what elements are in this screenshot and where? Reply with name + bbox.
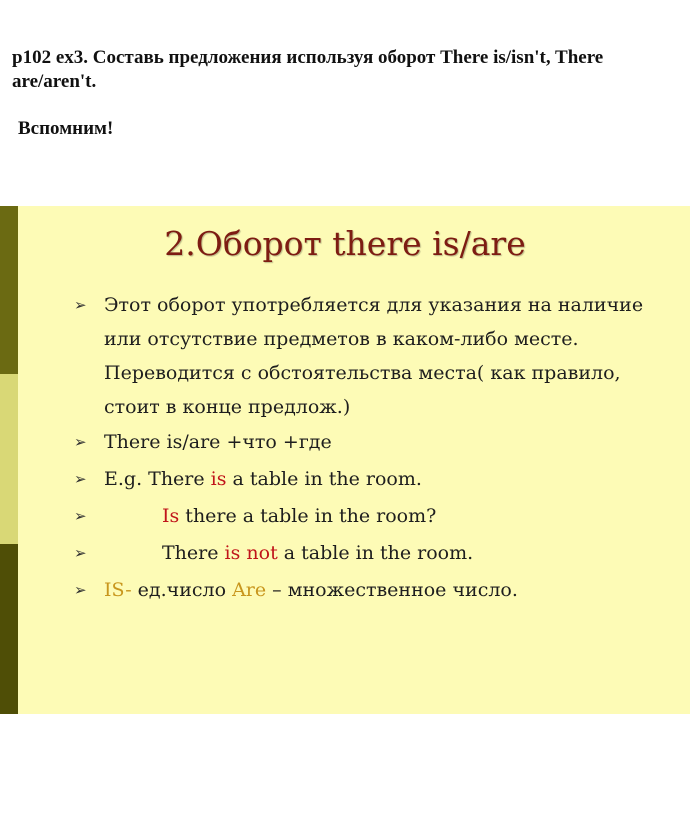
arrow-bullet-icon: ➢: [74, 507, 87, 525]
recall-label: Вспомним!: [18, 118, 114, 139]
bullet-text: [78, 498, 678, 535]
highlight-is-question: Is: [162, 505, 180, 527]
negative-prefix: There: [162, 542, 225, 564]
bullet-item: [74, 535, 678, 572]
highlight-are-plural: Are: [232, 579, 267, 601]
slide-panel: [0, 206, 690, 714]
highlight-is-not: is not: [224, 542, 278, 564]
bullet-item: [74, 288, 678, 424]
question-suffix: there a table in the room?: [179, 505, 437, 527]
bullet-text: There is/are +что +где: [104, 431, 332, 453]
bullet-item: [74, 572, 678, 609]
bullet-item: [74, 424, 678, 461]
arrow-bullet-icon: ➢: [74, 433, 87, 451]
arrow-bullet-icon: ➢: [74, 296, 87, 314]
negative-suffix: a table in the room.: [277, 542, 474, 564]
slide-side-band-bottom: [0, 544, 18, 714]
bullet-text: [78, 461, 678, 498]
plural-label: – множественное число.: [266, 579, 518, 601]
example-suffix: a table in the room.: [226, 468, 422, 490]
bullet-list: [74, 288, 678, 609]
bullet-item: [74, 498, 678, 535]
arrow-bullet-icon: ➢: [74, 470, 87, 488]
example-prefix: E.g. There: [104, 468, 211, 490]
highlight-is: is: [210, 468, 227, 490]
arrow-bullet-icon: ➢: [74, 581, 87, 599]
bullet-item: [74, 461, 678, 498]
highlight-is-singular: IS-: [104, 579, 132, 601]
bullet-text: [78, 572, 678, 609]
bullet-text: Этот оборот употребляется для указания на наличие или отсутствие предметов в каком-либо месте. Переводится с обстоятельства места( как правило, стоит в конце предлож.): [104, 294, 644, 418]
singular-label: ед.число: [131, 579, 233, 601]
slide-side-band-middle: [0, 374, 18, 544]
bullet-text: [78, 535, 678, 572]
arrow-bullet-icon: ➢: [74, 544, 87, 562]
slide-title: 2.Оборот there is/are: [164, 224, 526, 263]
exercise-heading: p102 ex3. Составь предложения используя оборот There is/isn't, There are/aren't.: [12, 47, 604, 92]
